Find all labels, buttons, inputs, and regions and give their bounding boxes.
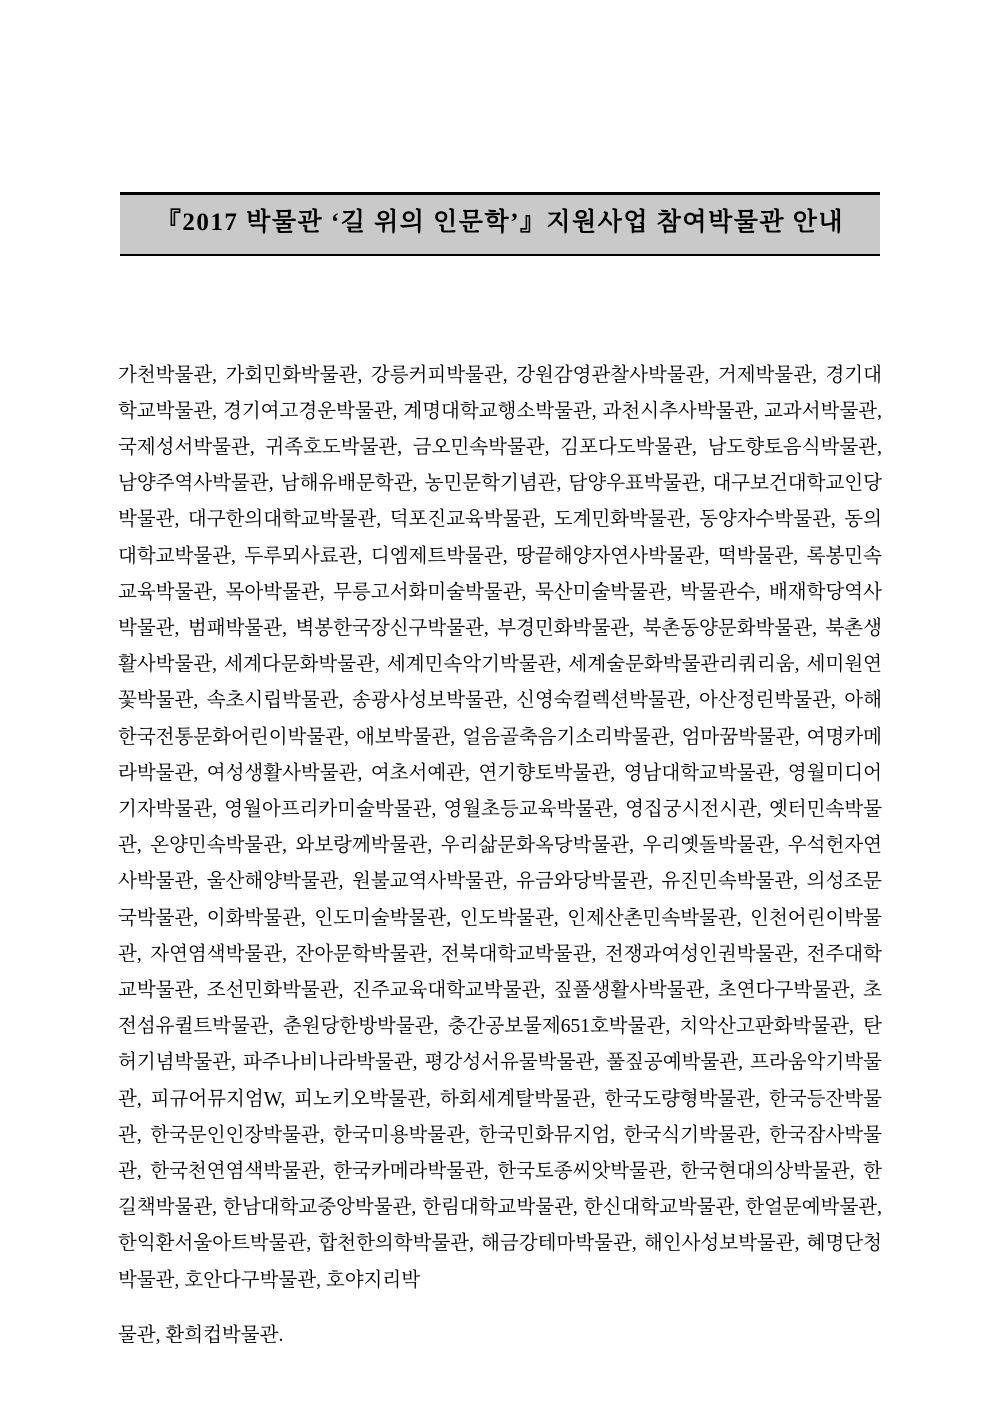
museum-list-paragraph-tail: 물관, 환희컵박물관. — [118, 1325, 284, 1347]
museum-list-paragraph: 가천박물관, 가회민화박물관, 강릉커피박물관, 강원감영관찰사박물관, 거제박물관, 경기대학교박물관, 경기여고경운박물관, 계명대학교행소박물관, 과천시추사박물관, 교과서박물관, 국제성서박물관, 귀족호도박물관, 금오민속박물관, 김포다도박물관, 남도향토음식박물관, 남양주역사박물관, 남해유배문학관, 농민문학기념관, 담양우표박물관, 대구보건대학교인당박물관, 대구한의대학교박물관, 덕포진교육박물관, 도계민화박물관, 동양자수박물관, 동의대학교박물관, 두루뫼사료관, 디엠제트박물관, 땅끝해양자연사박물관, 떡박물관, 록봉민속교육박물관, 목아박물관, 무릉고서화미술박물관, 묵산미술박물관, 박물관수, 배재학당역사박물관, 범패박물관, 벽봉한국장신구박물관, 부경민화박물관, 북촌동양문화박물관, 북촌생활사박물관, 세계다문화박물관, 세계민속악기박물관, 세계술문화박물관리쿼리움, 세미원연꽃박물관, 속초시립박물관, 송광사성보박물관, 신영숙컬렉션박물관, 아산정린박물관, 아해한국전통문화어린이박물관, 애보박물관, 얼음골축음기소리박물관, 엄마꿈박물관, 여명카메라박물관, 여성생활사박물관, 여초서예관, 연기향토박물관, 영남대학교박물관, 영월미디어기자박물관, 영월아프리카미술박물관, 영월초등교육박물관, 영집궁시전시관, 옛터민속박물관, 온양민속박물관, 와보랑께박물관, 우리삶문화옥당박물관, 우리옛돌박물관, 우석헌자연사박물관, 울산해양박물관, 원불교역사박물관, 유금와당박물관, 유진민속박물관, 의성조문국박물관, 이화박물관, 인도미술박물관, 인도박물관, 인제산촌민속박물관, 인천어린이박물관, 자연염색박물관, 잔아문학박물관, 전북대학교박물관, 전쟁과여성인권박물관, 전주대학교박물관, 조선민화박물관, 진주교육대학교박물관, 짚풀생활사박물관, 초연다구박물관, 초전섬유퀼트박물관, 춘원당한방박물관, 충간공보물제651호박물관, 치악산고판화박물관, 탄허기념박물관, 파주나비나라박물관, 평강성서유물박물관, 풀짚공예박물관, 프라움악기박물관, 피규어뮤지엄W, 피노키오박물관, 하회세계탈박물관, 한국도량형박물관, 한국등잔박물관, 한국문인인장박물관, 한국미용박물관, 한국민화뮤지엄, 한국식기박물관, 한국잠사박물관, 한국천연염색박물관, 한국카메라박물관, 한국토종씨앗박물관, 한국현대의상박물관, 한길책박물관, 한남대학교중앙박물관, 한림대학교박물관, 한신대학교박물관, 한얼문예박물관, 한익환서울아트박물관, 합천한의학박물관, 해금강테마박물관, 해인사성보박물관, 혜명단청박물관, 호안다구박물관, 호야지리박 — [118, 364, 882, 1291]
body-block — [118, 338, 882, 1374]
title-bar — [120, 195, 880, 256]
page-title: 『2017 박물관 ‘길 위의 인문학’』지원사업 참여박물관 안내 — [155, 209, 845, 236]
title-block — [120, 192, 880, 256]
